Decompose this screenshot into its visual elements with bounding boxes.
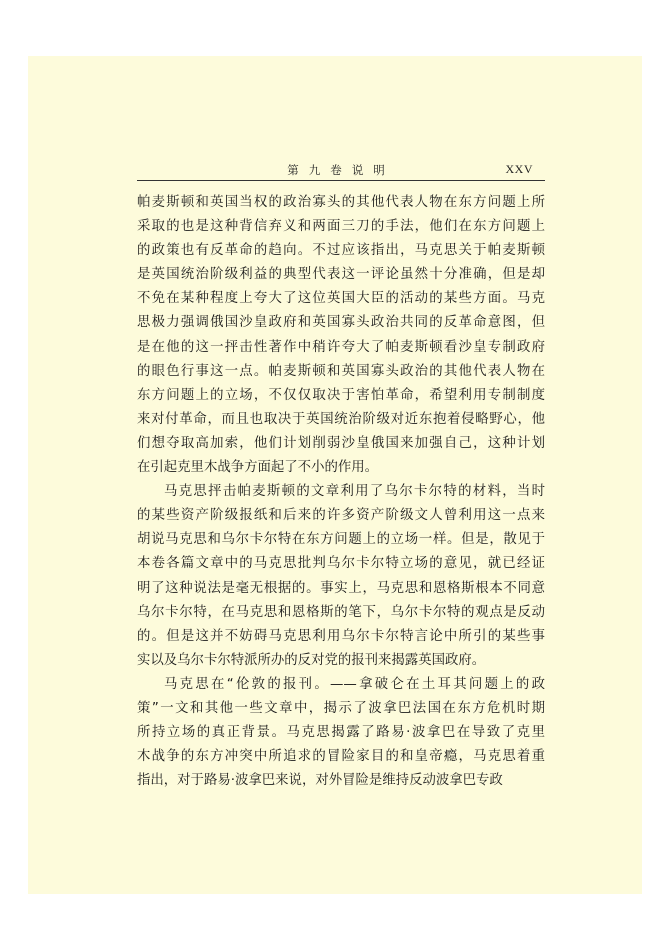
paragraph-line: 马克思抨击帕麦斯顿的文章利用了乌尔卡尔特的材料，当时 xyxy=(164,484,545,500)
paragraph-line: 在引起克里木战争方面起了不小的作用。 xyxy=(137,460,379,476)
paragraph-line: 本卷各篇文章中的马克思批判乌尔卡尔特立场的意见，就已经证 xyxy=(137,556,545,572)
paragraph-line: 是在他的这一抨击性著作中稍许夸大了帕麦斯顿看沙皇专制政府 xyxy=(137,339,545,355)
paragraph-line: 木战争的东方冲突中所追求的冒险家目的和皇帝瘾，马克思着重 xyxy=(137,749,545,765)
paragraph-line: 的政策也有反革命的趋向。不过应该指出，马克思关于帕麦斯顿 xyxy=(137,243,545,259)
paragraph-line: 东方问题上的立场，不仅仅取决于害怕革命，希望利用专制制度 xyxy=(137,387,545,403)
running-header-title: 第九卷说明 xyxy=(287,163,395,177)
paragraph-line: 明了这种说法是毫无根据的。事实上，马克思和恩格斯根本不同意 xyxy=(137,580,545,596)
paragraph-line: 胡说马克思和乌尔卡尔特在东方问题上的立场一样。但是，散见于 xyxy=(137,532,545,548)
paragraph-line: 的眼色行事这一点。帕麦斯顿和英国寡头政治的其他代表人物在 xyxy=(137,363,545,379)
paragraph-line: 采取的也是这种背信弃义和两面三刀的手法，他们在东方问题上 xyxy=(137,219,545,235)
paragraph-line: 不免在某种程度上夸大了这位英国大臣的活动的某些方面。马克 xyxy=(137,291,545,307)
paragraph-line: 指出，对于路易·波拿巴来说，对外冒险是维持反动波拿巴专政 xyxy=(137,773,503,789)
paragraph-line: 们想夺取高加索，他们计划削弱沙皇俄国来加强自己，这种计划 xyxy=(137,435,545,451)
body-text xyxy=(137,191,545,793)
paragraph-line: 的。但是这并不妨碍马克思利用乌尔卡尔特言论中所引的某些事 xyxy=(137,628,545,644)
paragraph-line: 马克思在“伦敦的报刊。——拿破仑在土耳其问题上的政 xyxy=(164,676,545,692)
paragraph-line: 帕麦斯顿和英国当权的政治寡头的其他代表人物在东方问题上所 xyxy=(137,195,545,210)
paragraph-line: 策”一文和其他一些文章中，揭示了波拿巴法国在东方危机时期 xyxy=(137,700,545,716)
running-header xyxy=(137,160,545,181)
paragraph-line: 来对付革命，而且也取决于英国统治阶级对近东抱着侵略野心，他 xyxy=(137,411,545,427)
paragraph-line: 所持立场的真正背景。马克思揭露了路易·波拿巴在导致了克里 xyxy=(137,725,545,741)
paragraph-line: 思极力强调俄国沙皇政府和英国寡头政治共同的反革命意图，但 xyxy=(137,315,545,331)
paragraph-line: 的某些资产阶级报纸和后来的许多资产阶级文人曾利用这一点来 xyxy=(137,508,545,524)
paragraph-line: 乌尔卡尔特，在马克思和恩格斯的笔下，乌尔卡尔特的观点是反动 xyxy=(137,604,545,620)
paragraph-line: 是英国统治阶级利益的典型代表这一评论虽然十分准确，但是却 xyxy=(137,267,545,283)
paragraph-line: 实以及乌尔卡尔特派所办的反对党的报刊来揭露英国政府。 xyxy=(137,652,486,668)
page-number: XXV xyxy=(505,162,533,176)
